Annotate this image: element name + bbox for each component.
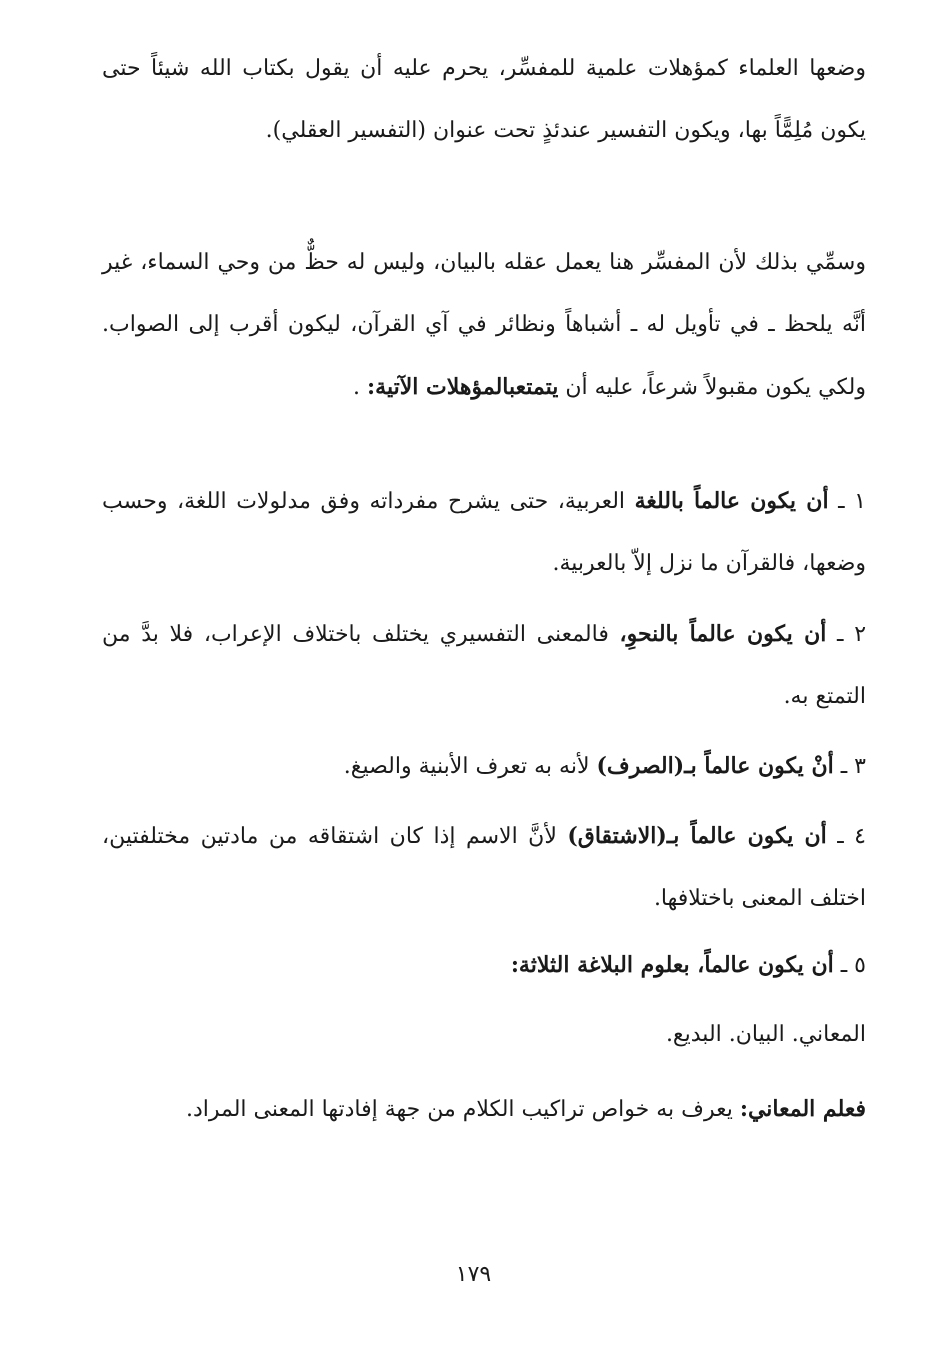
paragraph-naming-bold: يتمتعبالمؤهلات الآتية:	[367, 374, 559, 400]
list-item-number: ٢ ـ	[826, 622, 867, 647]
paragraph-intro	[102, 38, 866, 162]
paragraph-naming-end: .	[353, 375, 368, 400]
list-item-grammar	[102, 603, 866, 728]
paragraph-semantics-text: يعرف به خواص تراكيب الكلام من جهة إفادتها المعنى المراد.	[185, 1097, 740, 1122]
list-item-number: ٣ ـ	[833, 754, 866, 779]
list-item-number: ٥ ـ	[833, 953, 866, 978]
list-item-derivation	[102, 805, 866, 930]
list-item-heading: أن يكون عالماً باللغة	[634, 488, 829, 514]
paragraph-semantics	[102, 1078, 866, 1141]
paragraph-semantics-heading: فعلم المعاني:	[739, 1096, 866, 1122]
list-item-text: لأنه به تعرف الأبنية والصيغ.	[343, 754, 597, 779]
list-item-text: فالمعنى التفسيري يختلف باختلاف الإعراب، فلا بدَّ من التمتع به.	[102, 622, 866, 709]
rhetoric-sciences-list	[102, 1004, 866, 1066]
list-item-heading: أن يكون عالماً بالنحوِ،	[619, 621, 827, 647]
list-item-heading: أن يكون عالماً، بعلوم البلاغة الثلاثة:	[510, 952, 834, 978]
list-item-rhetoric	[102, 934, 866, 997]
list-item-morphology	[102, 735, 866, 798]
list-item-language	[102, 470, 866, 595]
list-item-text: العربية، حتى يشرح مفرداته وفق مدلولات اللغة، وحسب وضعها، فالقرآن ما نزل إلاّ بالعربية.	[102, 489, 866, 576]
list-item-number: ٤ ـ	[826, 824, 866, 849]
list-item-heading: أن يكون عالماً بـ(الاشتقاق)	[567, 823, 827, 849]
list-item-heading: أنْ يكون عالماً بـ(الصرف)	[596, 753, 834, 779]
paragraph-naming-text: وسمِّي بذلك لأن المفسِّر هنا يعمل عقله بالبيان، وليس له حظٌّ من وحي السماء، غير أنَّه يلحظ ـ في تأويل له ـ أشباهاً ونظائر في آي القرآن، ليكون أقرب إلى الصواب. ولكي يكون مقبولاً شرعاً، عليه أن	[102, 250, 866, 400]
paragraph-naming	[102, 232, 866, 419]
page-number: ١٧٩	[455, 1262, 492, 1287]
rhetoric-sciences-text: المعاني. البيان. البديع.	[665, 1022, 866, 1047]
list-item-number: ١ ـ	[828, 489, 866, 514]
list-item-text: لأنَّ الاسم إذا كان اشتقاقه من مادتين مختلفتين، اختلف المعنى باختلافها.	[102, 824, 866, 911]
paragraph-intro-text: وضعها العلماء كمؤهلات علمية للمفسِّر، يحرم عليه أن يقول بكتاب الله شيئاً حتى يكون مُلِمًّاً بها، ويكون التفسير عندئذٍ تحت عنوان (التفسير العقلي).	[102, 56, 866, 143]
